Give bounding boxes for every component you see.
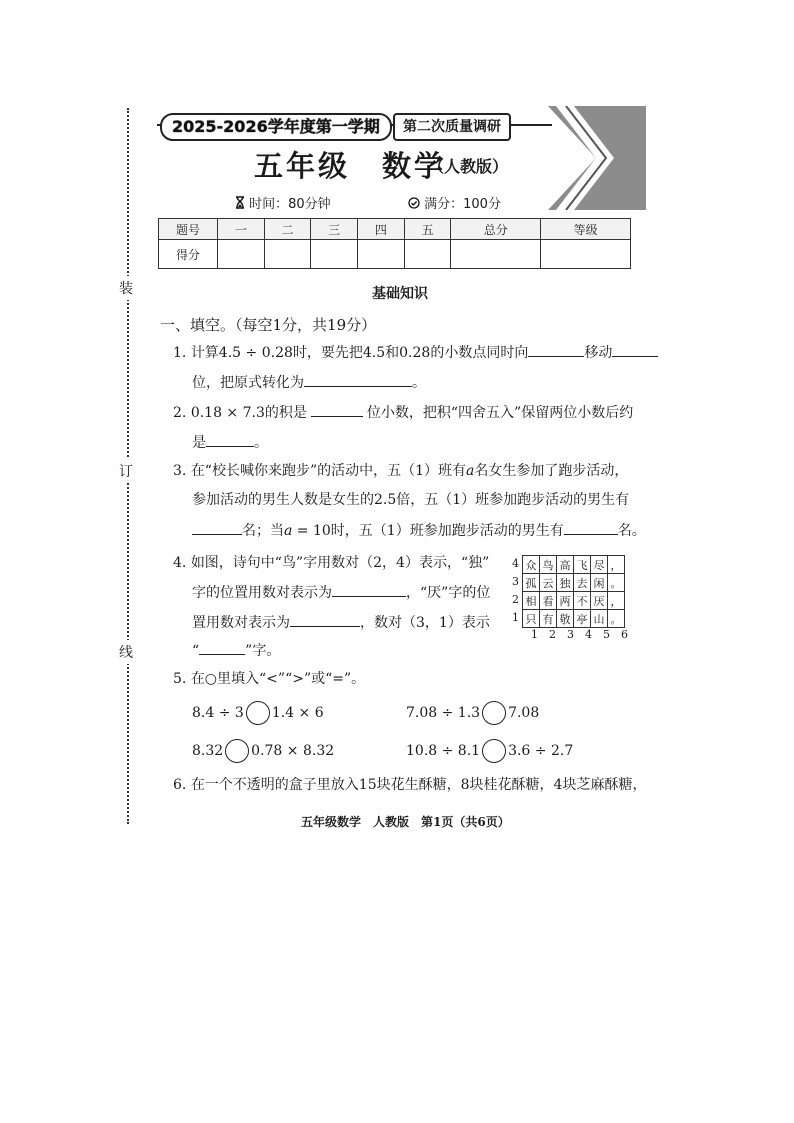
question-text: 名女生参加了跑步活动， — [474, 463, 629, 479]
answer-blank[interactable] — [612, 342, 658, 357]
answer-blank[interactable] — [304, 372, 412, 387]
grid-cell: 去 — [574, 574, 591, 592]
grid-cell: 高 — [557, 556, 574, 574]
question-number: 5. — [173, 671, 187, 687]
grid-col-label: 4 — [585, 628, 592, 641]
score-header-cell: 五 — [404, 219, 451, 240]
grid-cell: 只 — [523, 610, 540, 628]
grid-cell: 独 — [557, 574, 574, 592]
grid-row — [523, 574, 625, 592]
grid-cell: 有 — [540, 610, 557, 628]
grid-col-label: 5 — [603, 628, 610, 641]
grid-cell: 亭 — [574, 610, 591, 628]
time-info — [235, 193, 331, 212]
grid-cell: 山 — [591, 610, 608, 628]
variable-a: a — [466, 463, 475, 479]
score-header-cell: 等级 — [541, 219, 631, 240]
score-cell — [358, 240, 405, 269]
score-table-header-row — [159, 219, 631, 240]
compare-item — [406, 701, 539, 725]
grid-col-label: 3 — [567, 628, 574, 641]
grid-row-label: 4 — [512, 557, 519, 570]
compare-item — [406, 739, 573, 763]
answer-blank[interactable] — [332, 582, 406, 597]
grid-row-label: 1 — [512, 611, 519, 624]
score-cell — [218, 240, 265, 269]
compare-item — [192, 739, 334, 763]
full-score-info — [408, 193, 501, 212]
question-4-line3 — [192, 612, 490, 633]
grid-cell: 相 — [523, 592, 540, 610]
answer-blank[interactable] — [290, 612, 360, 627]
question-4-line2 — [192, 582, 490, 603]
compare-circle[interactable] — [225, 739, 249, 763]
poem-grid — [522, 555, 625, 628]
question-6-line1 — [173, 775, 646, 795]
score-header-cell: 一 — [218, 219, 265, 240]
grid-cell: 飞 — [574, 556, 591, 574]
question-2-line1 — [173, 402, 633, 423]
grid-row — [523, 592, 625, 610]
score-cell — [264, 240, 311, 269]
score-cell — [541, 240, 631, 269]
question-1-line2 — [192, 372, 426, 393]
question-text: 移动 — [584, 345, 613, 361]
question-text: ，“厌”字的位 — [406, 585, 491, 601]
question-text: ”字。 — [245, 643, 281, 659]
question-3-line2 — [192, 490, 629, 510]
grid-cell: 云 — [540, 574, 557, 592]
compare-left: 10.8 ÷ 8.1 — [406, 743, 481, 759]
question-text: 在一个不透明的盒子里放入15块花生酥糖，8块桂花酥糖，4块芝麻酥糖， — [190, 777, 647, 793]
question-text: 置用数对表示为 — [192, 615, 290, 631]
answer-blank[interactable] — [206, 432, 254, 447]
exam-label: 第二次质量调研 — [393, 113, 511, 141]
question-number: 1. — [173, 345, 187, 361]
variable-a: a — [284, 523, 293, 539]
grid-row — [523, 556, 625, 574]
grid-cell: ， — [608, 592, 625, 610]
question-text: = 10时，五（1）班参加跑步活动的男生有 — [292, 523, 564, 539]
grid-cell: 尽 — [591, 556, 608, 574]
score-cell — [451, 240, 541, 269]
grid-row — [523, 610, 625, 628]
section-title: 基础知识 — [372, 286, 428, 302]
question-text: “ — [192, 643, 200, 659]
question-text: 位，把原式转化为 — [192, 375, 304, 391]
grid-col-label: 2 — [549, 628, 556, 641]
score-row-label: 得分 — [159, 240, 218, 269]
score-table — [158, 218, 631, 269]
question-text: 在○里填入“<”“>”或“=”。 — [190, 671, 366, 687]
grid-cell: 看 — [540, 592, 557, 610]
score-table-score-row — [159, 240, 631, 269]
page-title: 五年级 数学 — [254, 149, 447, 183]
question-text: 计算4.5 ÷ 0.28时，要先把4.5和0.28的小数点同时向 — [190, 345, 529, 361]
compare-left: 7.08 ÷ 1.3 — [406, 705, 481, 721]
grid-cell: 不 — [574, 592, 591, 610]
score-header-cell: 题号 — [159, 219, 218, 240]
question-2-line2 — [192, 432, 268, 453]
grid-cell: ， — [608, 556, 625, 574]
question-1-line1 — [173, 342, 658, 363]
part1-heading: 一、填空。（每空1分，共19分） — [160, 316, 377, 334]
time-text: 时间：80分钟 — [249, 197, 331, 212]
answer-blank[interactable] — [564, 520, 618, 535]
compare-circle[interactable] — [482, 701, 506, 725]
grid-cell: 鸟 — [540, 556, 557, 574]
page-footer: 五年级数学 人教版 第1页（共6页） — [301, 815, 510, 829]
question-text: 在“校长喊你来跑步”的活动中，五（1）班有 — [190, 463, 467, 479]
question-text: 名。 — [617, 523, 646, 539]
question-text: 是 — [192, 435, 206, 451]
answer-blank[interactable] — [311, 402, 363, 417]
question-text: 字的位置用数对表示为 — [192, 585, 332, 601]
question-number: 3. — [173, 463, 187, 479]
grid-row-label: 3 — [512, 575, 519, 588]
compare-item — [192, 701, 324, 725]
grid-cell: 敬 — [557, 610, 574, 628]
question-3-line1 — [173, 461, 628, 481]
grid-col-label: 1 — [531, 628, 538, 641]
question-text: 名；当 — [242, 523, 284, 539]
grid-cell: 。 — [608, 574, 625, 592]
question-text: 。 — [254, 435, 268, 451]
question-number: 6. — [173, 777, 187, 793]
compare-right: 3.6 ÷ 2.7 — [508, 743, 574, 759]
question-text: 参加活动的男生人数是女生的2.5倍，五（1）班参加跑步活动的男生有 — [192, 492, 630, 508]
hourglass-icon — [235, 196, 245, 209]
full-score-text: 满分：100分 — [424, 197, 501, 212]
compare-circle[interactable] — [482, 739, 506, 763]
compare-left: 8.32 — [192, 743, 224, 759]
answer-blank[interactable] — [192, 520, 242, 535]
binding-char-ding: 订 — [119, 459, 133, 483]
grid-row-label: 2 — [512, 593, 519, 606]
score-header-cell: 二 — [264, 219, 311, 240]
question-text: 。 — [412, 375, 426, 391]
question-3-line3 — [192, 520, 646, 541]
header-chevron-decoration — [548, 106, 646, 210]
question-text: 位小数，把积“四舍五入”保留两位小数后约 — [366, 405, 634, 421]
score-header-cell: 四 — [358, 219, 405, 240]
term-label: 2025-2026学年度第一学期 — [160, 113, 392, 141]
grid-col-label: 6 — [621, 628, 628, 641]
grid-cell: 厌 — [591, 592, 608, 610]
check-circle-icon — [408, 197, 420, 209]
answer-blank[interactable] — [528, 342, 584, 357]
grid-cell: 两 — [557, 592, 574, 610]
compare-left: 8.4 ÷ 3 — [192, 705, 244, 721]
question-5-prompt — [173, 669, 365, 689]
compare-right: 7.08 — [508, 705, 540, 721]
binding-char-zhuang: 装 — [119, 276, 133, 300]
grid-cell: 众 — [523, 556, 540, 574]
score-cell — [311, 240, 358, 269]
grid-cell: 闲 — [591, 574, 608, 592]
question-text: 如图，诗句中“鸟”字用数对（2，4）表示，“独” — [190, 555, 490, 571]
question-4-line1 — [173, 553, 489, 573]
question-4-line4 — [192, 640, 280, 661]
question-text: 0.18 × 7.3的积是 — [190, 405, 307, 421]
score-header-cell: 总分 — [451, 219, 541, 240]
question-number: 2. — [173, 405, 187, 421]
score-header-cell: 三 — [311, 219, 358, 240]
score-cell — [404, 240, 451, 269]
answer-blank[interactable] — [199, 640, 245, 655]
compare-right: 0.78 × 8.32 — [251, 743, 335, 759]
question-number: 4. — [173, 555, 187, 571]
compare-circle[interactable] — [246, 701, 270, 725]
question-text: ，数对（3，1）表示 — [360, 615, 490, 631]
edition-label: （人教版） — [428, 157, 509, 176]
compare-right: 1.4 × 6 — [271, 705, 324, 721]
binding-char-xian: 线 — [119, 640, 133, 664]
grid-cell: 孤 — [523, 574, 540, 592]
grid-cell: 。 — [608, 610, 625, 628]
